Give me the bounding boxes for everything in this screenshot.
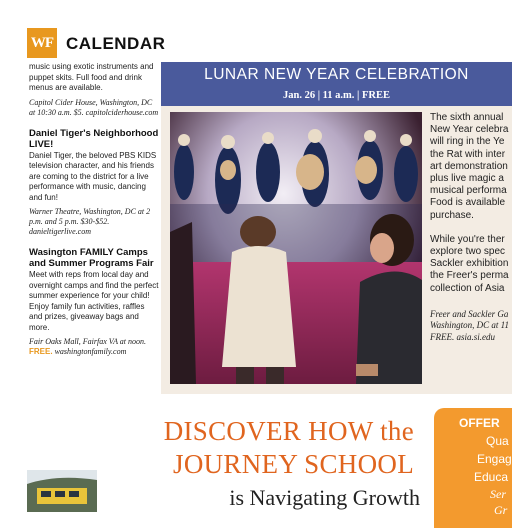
offer-item: Ser	[490, 487, 506, 501]
feature-title: LUNAR NEW YEAR CELEBRATION	[204, 66, 469, 83]
feature-venue-line: FREE. asia.si.edu	[430, 331, 495, 342]
camps-title: Wasington FAMILY Camps and Summer Programs Fair	[29, 247, 154, 269]
feature-body-line: the Rat with inter	[430, 148, 506, 160]
feature-body-line: The sixth annual	[430, 112, 504, 123]
feature-body2-line: Sackler exhibition	[430, 258, 509, 270]
brand-logo: WF	[27, 28, 57, 58]
bus-photo	[27, 470, 97, 512]
feature-body-line: art demonstration	[430, 160, 508, 172]
page-title: CALENDAR	[66, 34, 166, 53]
offer-title: OFFER	[459, 416, 500, 430]
offer-item: Gr	[494, 503, 508, 517]
camps-venue-text: Fair Oaks Mall, Fairfax VA at noon.	[29, 337, 147, 346]
feature-body-line: plus live magic a	[430, 173, 504, 185]
feature-body2-line: While you're ther	[430, 233, 505, 245]
feature-venue-line: Washington, DC at 11	[430, 320, 510, 331]
feature-body-line: musical performa	[430, 185, 507, 197]
ad-headline-line3: is Navigating Growth	[229, 485, 420, 510]
ad-headline-line1: DISCOVER HOW the	[163, 416, 414, 446]
camps-venue	[29, 337, 159, 357]
intro-text: music using exotic instruments and puppet skits. Full food and drink menus are available.	[29, 62, 154, 92]
feature-text-column	[430, 112, 512, 343]
daniel-title: Daniel Tiger's Neighborhood LIVE!	[29, 127, 159, 150]
feature-body-line: purchase.	[430, 209, 474, 221]
feature-body-line: New Year celebra	[430, 124, 509, 136]
feature-body2-line: the Freer's perma	[430, 270, 509, 282]
feature-venue-line: Freer and Sackler Ga	[430, 308, 509, 319]
feature-body-line: will ring in the Ye	[430, 136, 505, 148]
offer-item: Engag	[477, 452, 512, 466]
camps-site: washingtonfamily.com	[54, 347, 127, 356]
offer-item: Qua	[486, 434, 509, 448]
intro-venue: Capitol Cider House, Washington, DC at 10:30 a.m. $5. capitolciderhouse.com	[29, 97, 159, 117]
feature-subtitle: Jan. 26 | 11 a.m. | FREE	[282, 90, 390, 101]
camps-body: Meet with reps from local day and overnight camps and find the perfect summer experience for your child! Enjoy family fun activities, raffles and prizes, giveaway bags and more.	[29, 270, 159, 332]
free-label: FREE.	[29, 347, 53, 356]
offer-item: Educa	[474, 470, 509, 484]
feature-body2-line: collection of Asia	[430, 282, 505, 294]
left-event-column	[29, 62, 159, 357]
daniel-body: Daniel Tiger, the beloved PBS KIDS television character, and his friends are coming to the district for a live performance with music, dancing and fun!	[29, 150, 157, 202]
daniel-venue: Warner Theatre, Washington, DC at 2 p.m. and 5 p.m. $30-$52. danieltigerlive.com	[29, 207, 151, 236]
feature-body2-line: explore two spec	[430, 246, 506, 258]
event-photo	[170, 112, 422, 384]
feature-body-line: Food is available	[430, 197, 506, 209]
ad-headline-line2: JOURNEY SCHOOL	[173, 449, 414, 479]
